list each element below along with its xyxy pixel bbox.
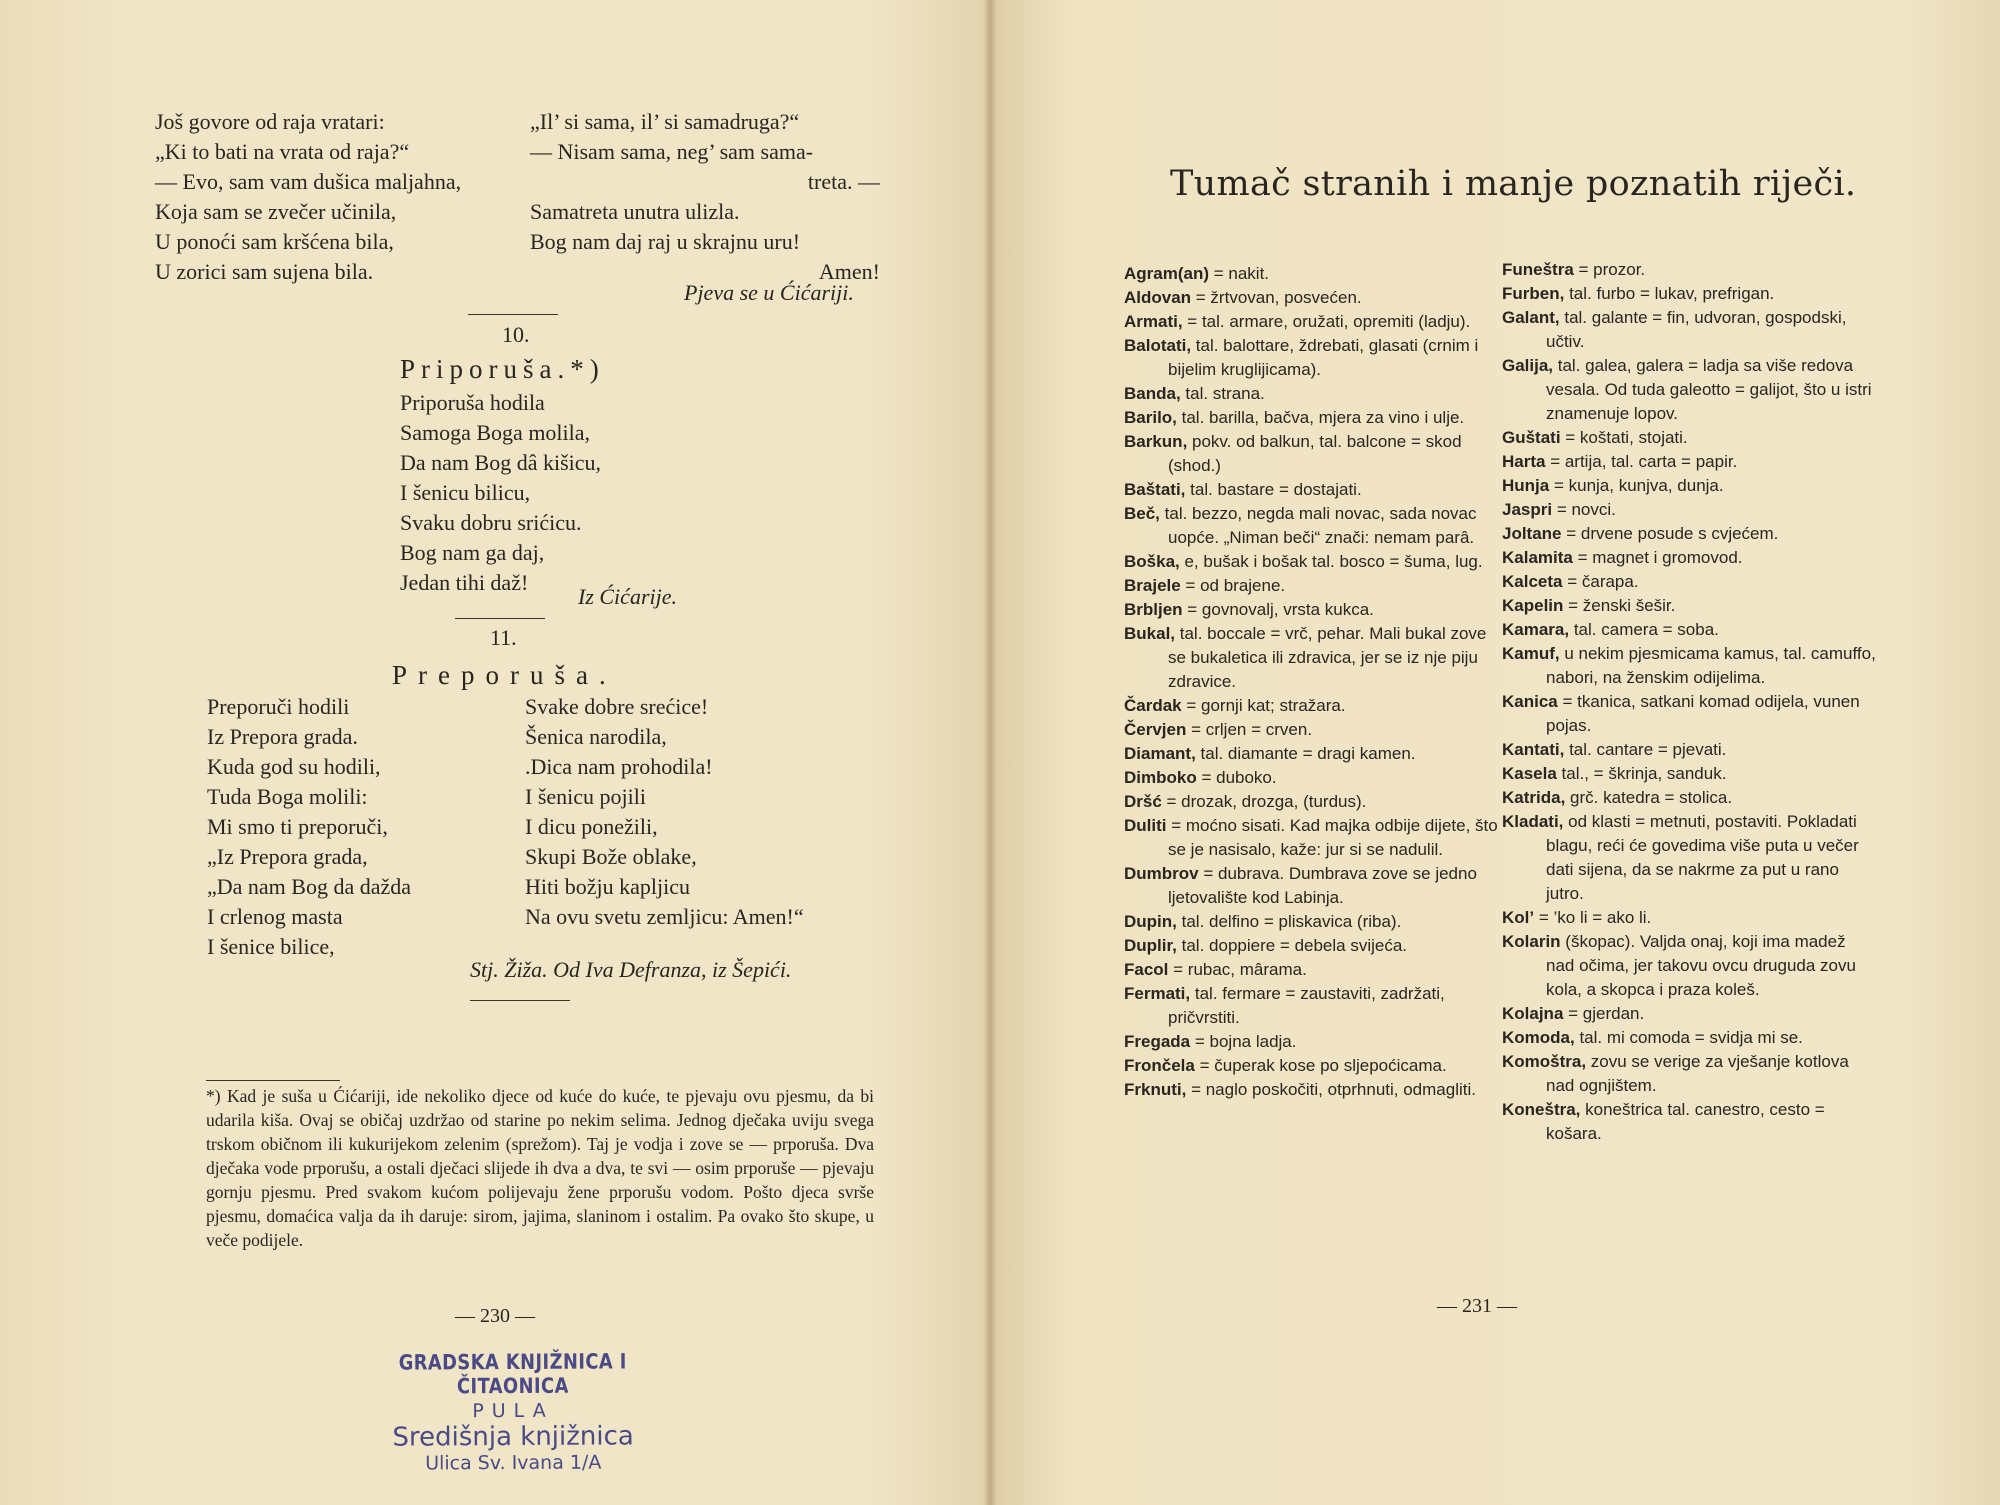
glossary-headword: Frknuti,	[1124, 1080, 1187, 1099]
verse-line: Iz Prepora grada.	[207, 724, 358, 749]
verse-line: I crlenog masta	[207, 904, 343, 929]
verse-line: Još govore od raja vratari:	[155, 109, 385, 134]
glossary-definition: zovu se verige za vješanje kotlova nad ognjištem.	[1546, 1052, 1849, 1095]
glossary-column-2	[1502, 258, 1877, 1146]
glossary-definition: tal. delfino = pliskavica (riba).	[1176, 912, 1402, 931]
glossary-headword: Kantati,	[1502, 740, 1565, 759]
verse-line: I šenice bilice,	[207, 934, 335, 959]
poem11-title: Preporuša.	[392, 660, 617, 690]
poem11-source: Stj. Žiža. Od Iva Defranza, iz Šepići.	[470, 957, 792, 982]
glossary-headword: Baštati,	[1124, 480, 1186, 499]
glossary-headword: Kalceta	[1502, 572, 1563, 591]
verse-line: Bog nam ga daj,	[400, 540, 545, 565]
glossary-headword: Kolajna	[1502, 1004, 1564, 1023]
glossary-definition: (škopac). Valjda onaj, koji ima madež nad očima, jer takovu ovcu druguda zovu kola, a skopca i praza koleš.	[1546, 932, 1856, 999]
verse-line: „Da nam Bog da dažda	[207, 874, 412, 899]
glossary-definition: grč. katedra = stolica.	[1565, 788, 1733, 807]
glossary-title: Tumač stranih i manje poznatih riječi.	[1170, 164, 1857, 204]
verse-line: „Iz Prepora grada,	[207, 844, 368, 869]
section-divider	[470, 1000, 570, 1001]
glossary-headword: Komoda,	[1502, 1028, 1575, 1047]
glossary-headword: Frončela	[1124, 1056, 1195, 1075]
verse-line: Tuda Boga molili:	[207, 784, 368, 809]
glossary-entry	[1124, 382, 1499, 406]
glossary-entry	[1124, 502, 1499, 550]
glossary-headword: Dimboko	[1124, 768, 1197, 787]
glossary-entry	[1502, 522, 1877, 546]
glossary-headword: Barkun,	[1124, 432, 1188, 451]
glossary-entry	[1124, 262, 1499, 286]
glossary-entry	[1502, 426, 1877, 450]
glossary-entry	[1124, 406, 1499, 430]
glossary-headword: Funeštra	[1502, 260, 1574, 279]
verse-line: Koja sam se zvečer učinila,	[155, 199, 397, 224]
glossary-definition: = artija, tal. carta = papir.	[1545, 452, 1738, 471]
poem10-verses	[400, 388, 601, 598]
glossary-definition: = govnovalj, vrsta kukca.	[1182, 600, 1374, 619]
glossary-entry	[1502, 906, 1877, 930]
verse-line: Mi smo ti preporuči,	[207, 814, 388, 839]
glossary-definition: tal. galea, galera = ladja sa više redova vesala. Od tuda galeotto = galijot, što u istri znamenuje lopov.	[1546, 356, 1872, 423]
verse-line: Na ovu svetu zemljicu: Amen!“	[525, 904, 804, 929]
poem10-number: 10.	[502, 322, 530, 347]
stamp-line: PULA	[472, 1399, 554, 1423]
verse-line: I dicu ponežili,	[525, 814, 658, 839]
glossary-definition: tal. doppiere = debela svijeća.	[1176, 936, 1408, 955]
glossary-entry	[1124, 814, 1499, 862]
footnote: *) Kad je suša u Ćićariji, ide nekoliko djece od kuće do kuće, te pjevaju ovu pjesmu, da bi udarila kiša. Ovaj se običaj uzdržao od starine po nekim selima. Jednog dječaka uviju svega trskom običnom ili kukurijekom zelenim (sprežom). Taj je vodja i zove se — prporuša. Dva dječaka vode prporušu, a ostali dječaci slijede ih dva a dva, te svi — osim prporuše — pjevaju gornju pjesmu. Pred svakom kućom polijevaju žene prporušu vodom. Pošto djeca svrše pjesmu, domaćica valja da ih daruje: sirom, jajima, slaninom i ostalim. Pa ovako što skupe, u veče podijele.	[206, 1086, 874, 1250]
verse-line: .Dica nam prohodila!	[525, 754, 713, 779]
glossary-headword: Kasela	[1502, 764, 1557, 783]
verse-line: Priporuša hodila	[400, 390, 545, 415]
glossary-entry	[1502, 786, 1877, 810]
glossary-definition: = magnet i gromovod.	[1572, 548, 1743, 567]
glossary-entry	[1502, 1026, 1877, 1050]
glossary-headword: Kanica	[1502, 692, 1558, 711]
glossary-definition: tal. balottare, ždrebati, glasati (crnim i bijelim kruglijicama).	[1168, 336, 1479, 379]
glossary-headword: Furben,	[1502, 284, 1565, 303]
verse-line: Samoga Boga molila,	[400, 420, 591, 445]
glossary-headword: Boška,	[1124, 552, 1180, 571]
glossary-entry	[1124, 1078, 1499, 1102]
glossary-definition: tal. bezzo, negda mali novac, sada novac uopće. „Niman beči“ znači: nemam parâ.	[1159, 504, 1477, 547]
glossary-definition: = ’ko li = ako li.	[1534, 908, 1652, 927]
verse-line: — Evo, sam vam dušica maljahna,	[155, 169, 462, 194]
glossary-headword: Čardak	[1124, 696, 1182, 715]
verse-line: Preporuči hodili	[207, 694, 350, 719]
glossary-entry	[1502, 258, 1877, 282]
stamp-line: GRADSKA KNJIŽNICA I ČITAONICA	[398, 1349, 627, 1399]
glossary-headword: Katrida,	[1502, 788, 1566, 807]
verse-line: U ponoći sam kršćena bila,	[155, 229, 394, 254]
glossary-headword: Kol’	[1502, 908, 1535, 927]
glossary-entry	[1124, 430, 1499, 478]
glossary-headword: Beč,	[1124, 504, 1160, 523]
verse-line: Kuda god su hodili,	[207, 754, 381, 779]
glossary-headword: Agram(an)	[1124, 264, 1210, 283]
glossary-headword: Armati,	[1124, 312, 1183, 331]
glossary-definition: = rubac, mârama.	[1168, 960, 1307, 979]
glossary-definition: = čuperak kose po sljepoćicama.	[1194, 1056, 1447, 1075]
glossary-definition: = od brajene.	[1180, 576, 1286, 595]
glossary-definition: = koštati, stojati.	[1560, 428, 1688, 447]
glossary-definition: tal., = škrinja, sanduk.	[1556, 764, 1727, 783]
glossary-headword: Facol	[1124, 960, 1169, 979]
glossary-entry	[1124, 862, 1499, 910]
glossary-headword: Duplir,	[1124, 936, 1177, 955]
glossary-definition: tal. furbo = lukav, prefrigan.	[1564, 284, 1775, 303]
glossary-definition: = moćno sisati. Kad majka odbije dijete, što se je nasisalo, kaže: jur si se nadulil.	[1166, 816, 1498, 859]
glossary-entry	[1124, 982, 1499, 1030]
glossary-entry	[1502, 282, 1877, 306]
glossary-headword: Fregada	[1124, 1032, 1191, 1051]
verse-line: Jedan tihi daž!	[400, 570, 529, 595]
glossary-definition: pokv. od balkun, tal. balcone = skod (shod.)	[1168, 432, 1462, 475]
glossary-entry	[1124, 742, 1499, 766]
glossary-definition: tal. mi comoda = svidja mi se.	[1574, 1028, 1803, 1047]
glossary-headword: Jaspri	[1502, 500, 1553, 519]
section-divider	[468, 314, 558, 315]
glossary-definition: = ženski šešir.	[1563, 596, 1676, 615]
verse-line: treta. —	[807, 169, 880, 194]
glossary-entry	[1502, 354, 1877, 426]
glossary-definition: e, bušak i bošak tal. bosco = šuma, lug.	[1179, 552, 1483, 571]
glossary-entry	[1124, 1054, 1499, 1078]
verse-line: I šenicu pojili	[525, 784, 646, 809]
verse-line: Bog nam daj raj u skrajnu uru!	[530, 229, 801, 254]
glossary-entry	[1124, 550, 1499, 574]
verse-line: Amen!	[818, 259, 880, 284]
poem9-column-1	[155, 107, 461, 287]
glossary-entry	[1502, 594, 1877, 618]
glossary-definition: tal. strana.	[1180, 384, 1265, 403]
glossary-headword: Brbljen	[1124, 600, 1183, 619]
glossary-entry	[1124, 766, 1499, 790]
book-gutter	[983, 0, 997, 1505]
glossary-entry	[1502, 498, 1877, 522]
glossary-entry	[1124, 334, 1499, 382]
verse-line: Hiti božju kapljicu	[525, 874, 690, 899]
glossary-entry	[1124, 910, 1499, 934]
glossary-definition: = čarapa.	[1562, 572, 1639, 591]
glossary-headword: Brajele	[1124, 576, 1181, 595]
glossary-headword: Dršć	[1124, 792, 1162, 811]
stamp-line: Središnja knjižnica	[392, 1421, 634, 1453]
verse-line: Svake dobre srećice!	[525, 694, 709, 719]
glossary-entry	[1502, 546, 1877, 570]
glossary-headword: Guštati	[1502, 428, 1561, 447]
verse-line: Šenica narodila,	[525, 724, 667, 749]
page-number-left: — 230 —	[455, 1305, 535, 1327]
glossary-headword: Kapelin	[1502, 596, 1564, 615]
stamp-line: Ulica Sv. Ivana 1/A	[425, 1451, 602, 1475]
glossary-entry	[1502, 306, 1877, 354]
glossary-entry	[1124, 622, 1499, 694]
verse-line: „Ki to bati na vrata od raja?“	[155, 139, 410, 164]
glossary-definition: = bojna ladja.	[1190, 1032, 1297, 1051]
glossary-headword: Diamant,	[1124, 744, 1196, 763]
verse-line: U zorici sam sujena bila.	[155, 259, 374, 284]
verse-line: Skupi Bože oblake,	[525, 844, 697, 869]
glossary-definition: u nekim pjesmicama kamus, tal. camuffo, nabori, na ženskim odijelima.	[1546, 644, 1876, 687]
glossary-definition: = dubrava. Dumbrava zove se jedno ljetovalište kod Labinja.	[1168, 864, 1477, 907]
glossary-entry	[1502, 1050, 1877, 1098]
glossary-headword: Fermati,	[1124, 984, 1191, 1003]
glossary-definition: tal. barilla, bačva, mjera za vino i ulje.	[1176, 408, 1465, 427]
poem11-column-2	[525, 692, 804, 932]
glossary-entry	[1124, 286, 1499, 310]
poem11-number: 11.	[490, 625, 517, 650]
glossary-entry	[1124, 694, 1499, 718]
glossary-headword: Kalamita	[1502, 548, 1573, 567]
poem10-source: Iz Ćićarije.	[578, 584, 677, 609]
glossary-headword: Bukal,	[1124, 624, 1176, 643]
glossary-definition: tal. fermare = zaustaviti, zadržati, pričvrstiti.	[1168, 984, 1445, 1027]
glossary-headword: Barilo,	[1124, 408, 1177, 427]
verse-line: Da nam Bog dâ kišicu,	[400, 450, 602, 475]
glossary-definition: = gornji kat; stražara.	[1181, 696, 1346, 715]
glossary-headword: Dumbrov	[1124, 864, 1199, 883]
glossary-headword: Červjen	[1124, 720, 1187, 739]
verse-line: Samatreta unutra ulizla.	[530, 199, 740, 224]
glossary-headword: Komoštra,	[1502, 1052, 1587, 1071]
library-stamp	[348, 1349, 679, 1475]
glossary-definition: tal. boccale = vrč, pehar. Mali bukal zove se bukaletica ili zdravica, jer se iz nje piju zdravice.	[1168, 624, 1487, 691]
glossary-headword: Kamuf,	[1502, 644, 1560, 663]
glossary-entry	[1502, 738, 1877, 762]
glossary-definition: = žrtvovan, posvećen.	[1191, 288, 1362, 307]
glossary-headword: Balotati,	[1124, 336, 1192, 355]
glossary-definition: = kunja, kunjva, dunja.	[1549, 476, 1724, 495]
glossary-entry	[1502, 642, 1877, 690]
glossary-headword: Galija,	[1502, 356, 1554, 375]
glossary-column-1	[1124, 262, 1499, 1102]
poem11-column-1	[207, 692, 411, 962]
glossary-headword: Harta	[1502, 452, 1546, 471]
glossary-definition: = nakit.	[1209, 264, 1270, 283]
glossary-definition: od klasti = metnuti, postaviti. Pokladati blagu, reći će govedima više puta u večer dati sijena, da se nakrme za put u rano jutro.	[1546, 812, 1859, 903]
poem9-column-2	[530, 107, 880, 287]
glossary-entry	[1502, 690, 1877, 738]
verse-line: Svaku dobru srićicu.	[400, 510, 582, 535]
glossary-definition: = prozor.	[1573, 260, 1646, 279]
glossary-headword: Kolarin	[1502, 932, 1561, 951]
glossary-entry	[1502, 1002, 1877, 1026]
glossary-definition: = duboko.	[1196, 768, 1277, 787]
glossary-entry	[1124, 1030, 1499, 1054]
glossary-definition: tal. diamante = dragi kamen.	[1195, 744, 1416, 763]
glossary-entry	[1502, 1098, 1877, 1146]
glossary-headword: Kladati,	[1502, 812, 1564, 831]
verse-line: „Il’ si sama, il’ si samadruga?“	[530, 109, 800, 134]
glossary-entry	[1502, 570, 1877, 594]
glossary-definition: tal. galante = fin, udvoran, gospodski, učtiv.	[1546, 308, 1847, 351]
glossary-headword: Galant,	[1502, 308, 1560, 327]
glossary-entry	[1502, 618, 1877, 642]
glossary-definition: = drvene posude s cvjećem.	[1561, 524, 1779, 543]
glossary-entry	[1124, 310, 1499, 334]
glossary-entry	[1124, 718, 1499, 742]
glossary-headword: Joltane	[1502, 524, 1562, 543]
glossary-definition: tal. camera = soba.	[1569, 620, 1719, 639]
glossary-entry	[1124, 958, 1499, 982]
glossary-headword: Banda,	[1124, 384, 1181, 403]
glossary-headword: Dupin,	[1124, 912, 1177, 931]
glossary-headword: Hunja	[1502, 476, 1550, 495]
glossary-headword: Koneštra,	[1502, 1100, 1581, 1119]
glossary-definition: = gjerdan.	[1563, 1004, 1645, 1023]
verse-line: — Nisam sama, neg’ sam sama-	[530, 139, 814, 164]
glossary-definition: tal. cantare = pjevati.	[1564, 740, 1727, 759]
glossary-entry	[1502, 474, 1877, 498]
glossary-definition: = tkanica, satkani komad odijela, vunen pojas.	[1546, 692, 1860, 735]
glossary-headword: Aldovan	[1124, 288, 1192, 307]
glossary-headword: Duliti	[1124, 816, 1167, 835]
poem10-title: Priporuša.*)	[400, 354, 605, 384]
glossary-entry	[1124, 934, 1499, 958]
glossary-entry	[1124, 574, 1499, 598]
glossary-entry	[1502, 930, 1877, 1002]
glossary-definition: = naglo poskočiti, otprhnuti, odmagliti.	[1186, 1080, 1476, 1099]
page-number-right: — 231 —	[1437, 1295, 1517, 1317]
verse-line: I šenicu bilicu,	[400, 480, 531, 505]
glossary-headword: Kamara,	[1502, 620, 1570, 639]
glossary-definition: = crljen = crven.	[1186, 720, 1313, 739]
glossary-definition: = drozak, drozga, (turdus).	[1161, 792, 1367, 811]
glossary-entry	[1124, 598, 1499, 622]
glossary-definition: = tal. armare, oružati, opremiti (ladju).	[1182, 312, 1471, 331]
glossary-entry	[1124, 478, 1499, 502]
glossary-entry	[1502, 450, 1877, 474]
footnote-rule	[206, 1080, 340, 1081]
glossary-entry	[1124, 790, 1499, 814]
glossary-entry	[1502, 810, 1877, 906]
glossary-entry	[1502, 762, 1877, 786]
glossary-definition: tal. bastare = dostajati.	[1185, 480, 1362, 499]
poem9-source: Pjeva se u Ćićariji.	[684, 280, 854, 305]
glossary-definition: koneštrica tal. canestro, cesto = košara.	[1546, 1100, 1825, 1143]
section-divider	[455, 618, 545, 619]
glossary-definition: = novci.	[1552, 500, 1616, 519]
